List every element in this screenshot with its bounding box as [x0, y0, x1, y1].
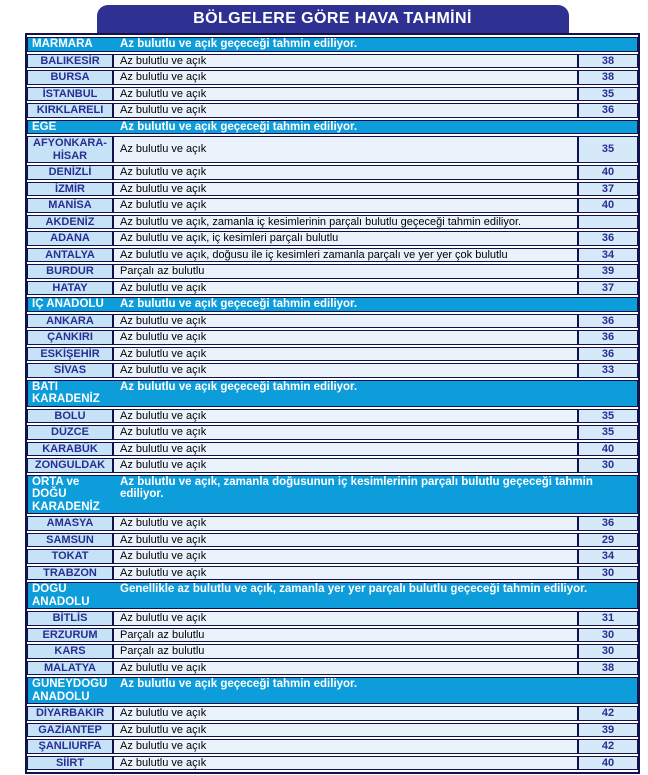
city-name-cell: SİVAS — [27, 363, 113, 378]
temperature-cell: 31 — [578, 611, 638, 626]
temperature-cell: 30 — [578, 644, 638, 659]
region-name: MARMARA — [32, 38, 93, 50]
city-forecast-cell: Az bulutlu ve açık — [113, 516, 578, 531]
region-header-content — [28, 678, 637, 703]
city-name-cell: MANİSA — [27, 198, 113, 213]
region-header-row — [27, 475, 638, 515]
city-forecast-cell: Az bulutlu ve açık — [113, 458, 578, 473]
region-summary: Az bulutlu ve açık geçeceği tahmin ediliyor. — [120, 120, 358, 133]
region-summary: Az bulutlu ve açık geçeceği tahmin ediliyor. — [120, 38, 358, 50]
city-row — [27, 330, 638, 345]
city-forecast-cell: Az bulutlu ve açık — [113, 611, 578, 626]
city-row — [27, 644, 638, 659]
region-summary: Az bulutlu ve açık, zamanla doğusunun iç kesimlerinin parçalı bulutlu geçeceği tahmin ediliyor. — [120, 475, 593, 500]
city-forecast-cell: Az bulutlu ve açık — [113, 314, 578, 329]
temperature-cell: 34 — [578, 248, 638, 263]
temperature-cell: 35 — [578, 136, 638, 163]
city-name-cell: ERZURUM — [27, 628, 113, 643]
city-forecast-cell: Az bulutlu ve açık — [113, 136, 578, 163]
forecast-table-frame — [25, 33, 640, 774]
city-forecast-cell: Az bulutlu ve açık — [113, 103, 578, 118]
region-name: İÇ ANADOLU — [32, 298, 104, 310]
temperature-cell: 38 — [578, 661, 638, 676]
region-header-row — [27, 120, 638, 135]
region-name: DOĞU ANADOLU — [32, 583, 90, 608]
forecast-table — [27, 35, 638, 772]
city-name-cell: GAZİANTEP — [27, 723, 113, 738]
region-header-content — [28, 381, 637, 406]
region-name: EGE — [32, 120, 57, 133]
temperature-cell: 40 — [578, 198, 638, 213]
city-forecast-cell: Az bulutlu ve açık — [113, 347, 578, 362]
city-row — [27, 87, 638, 102]
region-header-content — [28, 476, 637, 514]
region-header-row — [27, 37, 638, 52]
city-row — [27, 723, 638, 738]
city-forecast-cell: Az bulutlu ve açık — [113, 533, 578, 548]
city-row — [27, 70, 638, 85]
city-forecast-cell: Az bulutlu ve açık — [113, 566, 578, 581]
temperature-cell: 36 — [578, 347, 638, 362]
temperature-cell: 30 — [578, 628, 638, 643]
city-forecast-cell: Az bulutlu ve açık, doğusu ile iç kesimleri zamanla parçalı ve yer yer çok bulutlu — [113, 248, 578, 263]
city-forecast-cell: Az bulutlu ve açık — [113, 409, 578, 424]
city-row — [27, 516, 638, 531]
city-name-cell: BURDUR — [27, 264, 113, 279]
city-name-cell: SİİRT — [27, 756, 113, 771]
region-header-row — [27, 582, 638, 609]
temperature-cell: 34 — [578, 549, 638, 564]
city-name-cell: ŞANLIURFA — [27, 739, 113, 754]
region-summary: Az bulutlu ve açık geçeceği tahmin ediliyor. — [120, 678, 358, 690]
city-forecast-cell: Az bulutlu ve açık — [113, 165, 578, 180]
city-row — [27, 706, 638, 721]
city-forecast-cell: Az bulutlu ve açık — [113, 706, 578, 721]
city-forecast-cell: Az bulutlu ve açık — [113, 281, 578, 296]
city-name-cell: BOLU — [27, 409, 113, 424]
temperature-cell — [578, 215, 638, 230]
region-header-content — [28, 38, 637, 51]
city-row — [27, 198, 638, 213]
city-row — [27, 347, 638, 362]
region-summary: Az bulutlu ve açık geçeceği tahmin ediliyor. — [120, 380, 358, 393]
city-name-cell: BALIKESİR — [27, 54, 113, 69]
region-header-row — [27, 677, 638, 704]
temperature-cell: 35 — [578, 425, 638, 440]
forecast-table-body — [27, 37, 638, 770]
temperature-cell: 35 — [578, 87, 638, 102]
city-forecast-cell: Az bulutlu ve açık — [113, 723, 578, 738]
city-name-cell: ANTALYA — [27, 248, 113, 263]
region-header-content — [28, 298, 637, 311]
city-name-cell: İSTANBUL — [27, 87, 113, 102]
temperature-cell: 38 — [578, 54, 638, 69]
city-forecast-cell: Az bulutlu ve açık — [113, 198, 578, 213]
city-name-cell: DÜZCE — [27, 425, 113, 440]
city-row — [27, 756, 638, 771]
temperature-cell: 37 — [578, 182, 638, 197]
temperature-cell: 30 — [578, 566, 638, 581]
forecast-table-wrapper — [25, 5, 640, 774]
city-name-cell: DİYARBAKIR — [27, 706, 113, 721]
city-row — [27, 314, 638, 329]
temperature-cell: 38 — [578, 70, 638, 85]
city-row — [27, 611, 638, 626]
city-forecast-cell: Parçalı az bulutlu — [113, 264, 578, 279]
city-name-cell: KIRKLARELI — [27, 103, 113, 118]
city-forecast-cell: Az bulutlu ve açık — [113, 87, 578, 102]
temperature-cell: 33 — [578, 363, 638, 378]
city-name-cell: İZMİR — [27, 182, 113, 197]
city-name-cell: ÇANKIRI — [27, 330, 113, 345]
temperature-cell: 39 — [578, 723, 638, 738]
region-summary: Genellikle az bulutlu ve açık, zamanla yer yer parçalı bulutlu geçeceği tahmin ediliyor. — [120, 583, 588, 595]
city-row — [27, 661, 638, 676]
region-name: GÜNEYDOĞU ANADOLU — [32, 678, 108, 703]
city-row — [27, 549, 638, 564]
city-forecast-cell: Az bulutlu ve açık — [113, 442, 578, 457]
city-row — [27, 533, 638, 548]
weather-forecast-page — [0, 5, 648, 775]
region-name: BATI KARADENİZ — [32, 380, 100, 405]
temperature-cell: 40 — [578, 165, 638, 180]
city-name-cell: BİTLİS — [27, 611, 113, 626]
page-title: BÖLGELERE GÖRE HAVA TAHMİNİ — [193, 10, 472, 27]
region-header-cell — [27, 297, 638, 312]
city-name-cell: AFYONKARA-HİSAR — [27, 136, 113, 163]
city-row — [27, 264, 638, 279]
city-name-cell: TOKAT — [27, 549, 113, 564]
page-title-banner — [97, 5, 569, 33]
region-header-row — [27, 380, 638, 407]
city-name-cell: AMASYA — [27, 516, 113, 531]
temperature-cell: 40 — [578, 756, 638, 771]
city-forecast-cell: Parçalı az bulutlu — [113, 628, 578, 643]
city-row — [27, 182, 638, 197]
temperature-cell: 37 — [578, 281, 638, 296]
region-name-cell: AKDENİZ — [27, 215, 113, 230]
city-row — [27, 739, 638, 754]
region-name: ORTA ve DOĞU KARADENİZ — [32, 475, 100, 513]
city-forecast-cell: Az bulutlu ve açık — [113, 425, 578, 440]
city-row — [27, 54, 638, 69]
region-header-cell — [27, 120, 638, 135]
region-header-cell — [27, 582, 638, 609]
region-header-content — [28, 121, 637, 134]
temperature-cell: 39 — [578, 264, 638, 279]
city-row — [27, 425, 638, 440]
region-header-content — [28, 583, 637, 608]
city-name-cell: BURSA — [27, 70, 113, 85]
city-name-cell: HATAY — [27, 281, 113, 296]
city-row — [27, 136, 638, 163]
temperature-cell: 29 — [578, 533, 638, 548]
city-forecast-cell: Az bulutlu ve açık — [113, 739, 578, 754]
region-summary-cell: Az bulutlu ve açık, zamanla iç kesimlerinin parçalı bulutlu geçeceği tahmin ediliyor. — [113, 215, 578, 230]
city-name-cell: ANKARA — [27, 314, 113, 329]
city-forecast-cell: Az bulutlu ve açık — [113, 70, 578, 85]
city-row — [27, 442, 638, 457]
city-row — [27, 628, 638, 643]
temperature-cell: 36 — [578, 314, 638, 329]
city-row — [27, 566, 638, 581]
city-name-cell: ZONGULDAK — [27, 458, 113, 473]
city-row — [27, 458, 638, 473]
region-summary: Az bulutlu ve açık geçeceği tahmin ediliyor. — [120, 298, 358, 310]
city-forecast-cell: Az bulutlu ve açık — [113, 54, 578, 69]
city-forecast-cell: Az bulutlu ve açık, iç kesimleri parçalı bulutlu — [113, 231, 578, 246]
city-name-cell: TRABZON — [27, 566, 113, 581]
city-forecast-cell: Parçalı az bulutlu — [113, 644, 578, 659]
city-name-cell: DENİZLİ — [27, 165, 113, 180]
region-header-cell — [27, 677, 638, 704]
city-name-cell: ESKİŞEHİR — [27, 347, 113, 362]
city-row — [27, 103, 638, 118]
temperature-cell: 36 — [578, 103, 638, 118]
region-header-cell — [27, 380, 638, 407]
city-forecast-cell: Az bulutlu ve açık — [113, 363, 578, 378]
city-forecast-cell: Az bulutlu ve açık — [113, 756, 578, 771]
city-row — [27, 363, 638, 378]
city-row — [27, 281, 638, 296]
city-row — [27, 165, 638, 180]
city-name-cell: SAMSUN — [27, 533, 113, 548]
city-name-cell: MALATYA — [27, 661, 113, 676]
city-name-cell: ADANA — [27, 231, 113, 246]
city-forecast-cell: Az bulutlu ve açık — [113, 330, 578, 345]
region-header-row — [27, 297, 638, 312]
temperature-cell: 36 — [578, 330, 638, 345]
region-header-cell — [27, 475, 638, 515]
city-forecast-cell: Az bulutlu ve açık — [113, 661, 578, 676]
temperature-cell: 42 — [578, 739, 638, 754]
temperature-cell: 36 — [578, 516, 638, 531]
temperature-cell: 42 — [578, 706, 638, 721]
city-name-cell: KARS — [27, 644, 113, 659]
city-name-cell: KARABÜK — [27, 442, 113, 457]
temperature-cell: 40 — [578, 442, 638, 457]
temperature-cell: 35 — [578, 409, 638, 424]
region-header-row-plain — [27, 215, 638, 230]
city-row — [27, 231, 638, 246]
temperature-cell: 30 — [578, 458, 638, 473]
temperature-cell: 36 — [578, 231, 638, 246]
region-header-cell — [27, 37, 638, 52]
city-row — [27, 248, 638, 263]
city-row — [27, 409, 638, 424]
city-forecast-cell: Az bulutlu ve açık — [113, 182, 578, 197]
city-forecast-cell: Az bulutlu ve açık — [113, 549, 578, 564]
